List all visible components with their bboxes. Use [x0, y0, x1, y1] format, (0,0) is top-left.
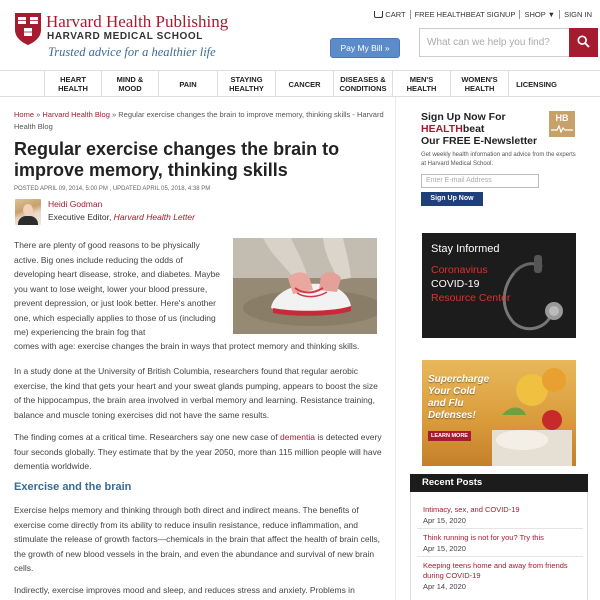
nav-mind-mood[interactable]: MIND & MOOD: [102, 71, 159, 96]
nav-blank: [564, 71, 600, 96]
nav-womens-health[interactable]: WOMEN'S HEALTH: [451, 71, 509, 96]
search-input[interactable]: What can we help you find?: [419, 28, 569, 57]
cart-link[interactable]: CART: [370, 10, 409, 19]
learn-more-button[interactable]: LEARN MORE: [428, 431, 471, 441]
list-item[interactable]: [423, 561, 573, 592]
article-paragraph: Indirectly, exercise improves mood and sleep, and reduces stress and anxiety. Problems in: [14, 585, 355, 595]
author-avatar: [15, 199, 41, 225]
pay-bill-button[interactable]: Pay My Bill »: [330, 38, 400, 58]
divider: [417, 528, 583, 529]
recent-post-title[interactable]: Intimacy, sex, and COVID-19: [423, 505, 520, 514]
post-date: POSTED APRIL 09, 2014, 5:00 PM , UPDATED APRIL 05, 2018, 4:38 PM: [14, 186, 211, 192]
newsletter-title: Sign Up Now For HEALTHbeat Our FREE E-Newsletter: [421, 111, 538, 147]
heartbeat-icon: [551, 124, 573, 133]
page-title: Regular exercise changes the brain to improve memory, thinking skills: [14, 139, 340, 180]
harvard-shield-icon[interactable]: [14, 12, 42, 46]
divider: [417, 556, 583, 557]
breadcrumb: Home » Harvard Health Blog » Regular exercise changes the brain to improve memory, thinking skills - Harvard Health Blog: [14, 110, 384, 131]
article-paragraph: In a study done at the University of British Columbia, researchers found that regular aerobic exercise, the kind that gets your heart and your sweat glands pumping, appears to boost the size of the hippocampus, the brain area involved in verbal memory and learning. Resistance training, balance and muscle toning exercises did not have the same results.: [14, 366, 378, 420]
healthbeat-signup-link[interactable]: FREE HEALTHBEAT SIGNUP: [414, 10, 516, 19]
site-header: [0, 0, 600, 70]
section-heading: Exercise and the brain: [14, 481, 132, 493]
nav-diseases-conditions[interactable]: DISEASES & CONDITIONS: [334, 71, 393, 96]
publication-link[interactable]: Harvard Health Letter: [113, 212, 195, 222]
nav-heart-health[interactable]: HEART HEALTH: [45, 71, 102, 96]
cart-icon: [374, 11, 383, 18]
recent-post-date: Apr 14, 2020: [423, 582, 466, 591]
breadcrumb-current: Regular exercise changes the brain to improve memory, thinking skills - Harvard Health Blog: [14, 110, 384, 131]
recent-post-date: Apr 15, 2020: [423, 544, 466, 553]
sign-in-link[interactable]: SIGN IN: [564, 10, 592, 19]
article-paragraph: The finding comes at a critical time. Researchers say one new case of dementia is detected every four seconds globally. They estimate that by the year 2050, more than 115 million people will have dementia worldwide.: [14, 432, 382, 471]
recent-post-date: Apr 15, 2020: [423, 516, 466, 525]
search-icon: [577, 35, 590, 48]
article-hero-image: [233, 238, 377, 334]
recent-posts-heading: Recent Posts: [410, 474, 588, 492]
tagline: Trusted advice for a healthier life: [48, 45, 216, 59]
signup-button[interactable]: Sign Up Now: [421, 192, 483, 206]
article-paragraph: Exercise helps memory and thinking through both direct and indirect means. The benefits of exercise come directly from its ability to reduce insulin resistance, reduce inflammation, and stimulate the release of growth factors—chemicals in the brain that affect the health of brain cells, the growth of new blood vessels in the brain, and even the abundance and survival of new brain cells.: [14, 505, 381, 573]
article-paragraph: comes with age: exercise changes the brain in ways that protect memory and thinking skills.: [14, 341, 360, 351]
search-button[interactable]: [569, 28, 598, 57]
utility-links: [370, 10, 596, 19]
main-nav: [0, 70, 600, 97]
newsletter-description: Get weekly health information and advice from the experts at Harvard Medical School.: [421, 152, 576, 167]
dementia-link[interactable]: dementia: [279, 432, 315, 442]
nav-cancer[interactable]: CANCER: [276, 71, 334, 96]
nav-staying-healthy[interactable]: STAYING HEALTHY: [218, 71, 276, 96]
nav-licensing[interactable]: LICENSING: [516, 79, 557, 89]
article-paragraph: There are plenty of good reasons to be physically active. Big ones include reducing the odds of developing heart disease, stroke, and diabetes. Maybe you want to lose weight, lower your blood pressure, prevent depression, or just look better. Here's another one, which especially applies to those of us (including me) experiencing the brain fog that: [14, 240, 221, 337]
email-field[interactable]: Enter E-mail Address: [421, 174, 539, 188]
column-divider: [395, 97, 396, 600]
recent-posts-list: [410, 492, 588, 600]
author-name[interactable]: Heidi Godman: [48, 199, 103, 209]
breadcrumb-blog[interactable]: Harvard Health Blog: [42, 110, 110, 119]
healthbeat-logo: HB: [549, 111, 575, 137]
recent-post-title[interactable]: Think running is not for you? Try this: [423, 533, 544, 542]
cold-flu-ad[interactable]: Supercharge Your Cold and Flu Defenses! LEARN MORE: [422, 360, 576, 466]
list-item[interactable]: [423, 505, 573, 526]
nav-blank: [0, 71, 45, 96]
brand-name[interactable]: Harvard Health Publishing: [46, 12, 229, 31]
school-name: HARVARD MEDICAL SCHOOL: [47, 31, 203, 42]
covid-resource-ad[interactable]: Stay Informed Coronavirus COVID-19 Resource Center: [422, 233, 576, 338]
shop-menu[interactable]: SHOP ▼: [524, 10, 556, 19]
list-item[interactable]: [423, 533, 573, 554]
breadcrumb-home[interactable]: Home: [14, 110, 35, 119]
author-role: Executive Editor, Harvard Health Letter: [48, 212, 195, 222]
nav-mens-health[interactable]: MEN'S HEALTH: [393, 71, 451, 96]
nav-pain[interactable]: PAIN: [159, 71, 218, 96]
recent-post-title[interactable]: Keeping teens home and away from friends during COVID-19: [423, 561, 568, 580]
